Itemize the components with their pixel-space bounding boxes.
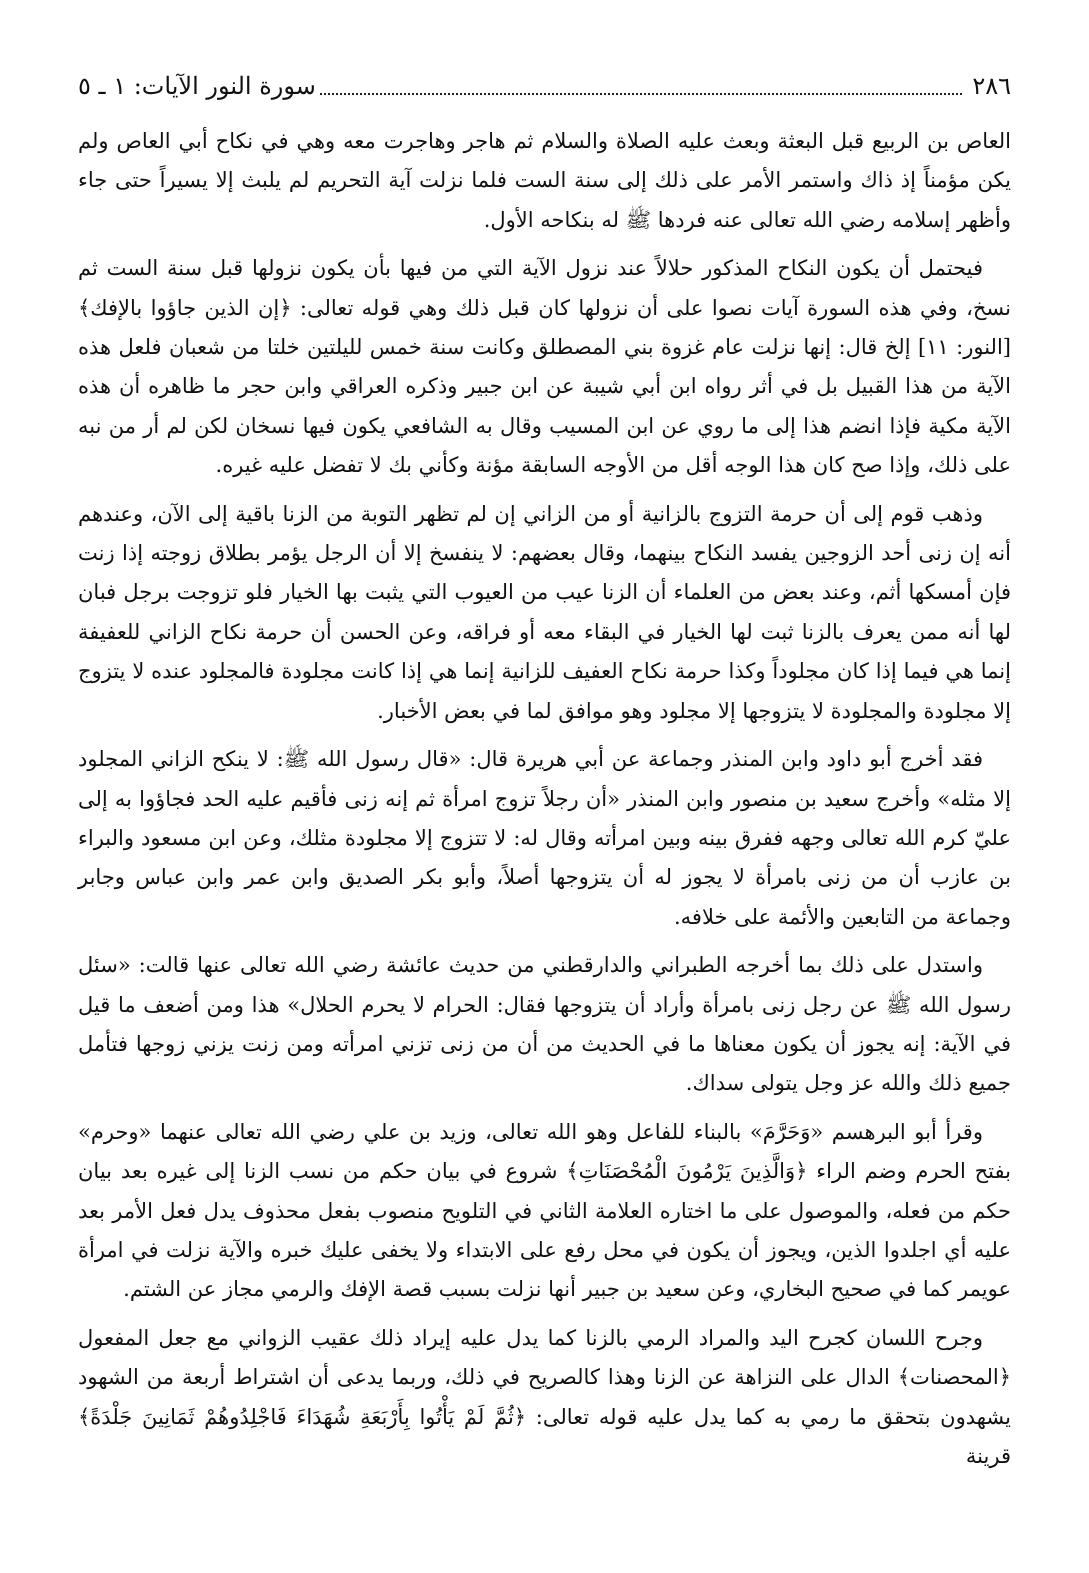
- paragraph-2: فيحتمل أن يكون النكاح المذكور حلالاً عند نزول الآية التي من فيها بأن يكون نزولها قبل سنة الست ثم نسخ، وفي هذه السورة آيات نصوا على أن نزولها كان قبل ذلك وهي قوله تعالى: ﴿إن الذين جاؤوا بالإفك﴾ [النور: ١١] إلخ قال: إنها نزلت عام غزوة بني المصطلق وكانت سنة خمس لليلتين خلتا من شعبان فلعل هذه الآية من هذا القبيل بل في أثر رواه ابن أبي شيبة عن ابن جبير وذكره العراقي وابن حجر ما ظاهره أن هذه الآية مكية فإذا انضم هذا إلى ما روي عن ابن المسيب وقال به الشافعي يكون فيها نسخان لكن لم أر من نبه على ذلك، وإذا صح كان هذا الوجه أقل من الأوجه السابقة مؤنة وكأني بك لا تفضل عليه غيره.: [78, 256, 1011, 478]
- paragraph-5: واستدل على ذلك بما أخرجه الطبراني والدارقطني من حديث عائشة رضي الله تعالى عنها قالت: «سئل رسول الله ﷺ عن رجل زنى بامرأة وأراد أن يتزوجها فقال: الحرام لا يحرم الحلال» هذا ومن أضعف ما قيل في الآية: إنه يجوز أن يكون معناها ما في الحديث من أن من زنى تزني امرأته ومن زنت يزني زوجها فتأمل جميع ذلك والله عز وجل يتولى سداك.: [78, 953, 1011, 1096]
- paragraph-6: وقرأ أبو البرهسم «وَحَرَّمَ» بالبناء للفاعل وهو الله تعالى، وزيد بن علي رضي الله تعالى عنهما «وحرم» بفتح الحرم وضم الراء ﴿وَالَّذِينَ يَرْمُونَ الْمُحْصَنَاتِ﴾ شروع في بيان حكم من نسب الزنا إلى غيره بعد بيان حكم من فعله، والموصول على ما اختاره العلامة الثاني في التلويح منصوب بفعل محذوف يدل فعل الأمر بعد عليه أي اجلدوا الذين، ويجوز أن يكون في محل رفع على الابتداء ولا يخفى عليك خبره والآية نزلت في امرأة عويمر كما في صحيح البخاري، وعن سعيد بن جبير أنها نزلت بسبب قصة الإفك والرمي مجاز عن الشتم.: [78, 1119, 1011, 1302]
- dotted-leader: [320, 93, 962, 95]
- page-number: ٢٨٦: [972, 72, 1011, 100]
- paragraph-7: وجرح اللسان كجرح اليد والمراد الرمي بالزنا كما يدل عليه إيراد ذلك عقيب الزواني مع جعل المفعول ﴿المحصنات﴾ الدال على النزاهة عن الزنا وهذا كالصريح في ذلك، وربما يدعى أن اشتراط أربعة من الشهود يشهدون بتحقق ما رمي به كما يدل عليه قوله تعالى: ﴿ثُمَّ لَمْ يَأْتُوا بِأَرْبَعَةِ شُهَدَاءَ فَاجْلِدُوهُمْ ثَمَانِينَ جَلْدَةً﴾ قرينة: [78, 1325, 1011, 1468]
- paragraph-3: وذهب قوم إلى أن حرمة التزوج بالزانية أو من الزاني إن لم تظهر التوبة من الزنا باقية إلى الآن، وعندهم أنه إن زنى أحد الزوجين يفسد النكاح بينهما، وقال بعضهم: لا ينفسخ إلا أن الرجل يؤمر بطلاق زوجته إذا زنت فإن أمسكها أثم، وعند بعض من العلماء أن الزنا عيب من العيوب التي يثبت بها الخيار فلو تزوجت برجل فبان لها أنه ممن يعرف بالزنا ثبت لها الخيار في البقاء معه أو فراقه، وعن الحسن أن حرمة نكاح الزاني للعفيفة إنما هي فيما إذا كان مجلوداً وكذا حرمة نكاح العفيف للزانية إنما هي إذا كانت مجلودة فالمجلود عنده لا يتزوج إلا مجلودة والمجلودة لا يتزوجها إلا مجلود وهو موافق لما في بعض الأخبار.: [78, 501, 1012, 723]
- surah-title: سورة النور الآيات: ١ ـ ٥: [78, 72, 316, 100]
- paragraph-4: فقد أخرج أبو داود وابن المنذر وجماعة عن أبي هريرة قال: «قال رسول الله ﷺ: لا ينكح الزاني المجلود إلا مثله» وأخرج سعيد بن منصور وابن المنذر «أن رجلاً تزوج امرأة ثم إنه زنى فأقيم عليه الحد فجاؤوا به إلى عليّ كرم الله تعالى وجهه ففرق بينه وبين امرأته وقال له: لا تتزوج إلا مجلودة مثلك، وعن ابن مسعود والبراء بن عازب أن من زنى بامرأة لا يجوز له أن يتزوجها أصلاً، وأبو بكر الصديق وابن عمر وابن عباس وجابر وجماعة من التابعين والأئمة على خلافه.: [78, 747, 1011, 929]
- running-header: [78, 66, 1011, 106]
- paragraph-1: العاص بن الربيع قبل البعثة وبعث عليه الصلاة والسلام ثم هاجر وهاجرت معه وهي في نكاح أبي العاص ولم يكن مؤمناً إذ ذاك واستمر الأمر على ذلك إلى سنة الست فلما نزلت آية التحريم لم يلبث إلا يسيراً حتى جاء وأظهر إسلامه رضي الله تعالى عنه فردها ﷺ له بنكاحه الأول.: [78, 129, 1011, 232]
- body-text: [78, 122, 1011, 1485]
